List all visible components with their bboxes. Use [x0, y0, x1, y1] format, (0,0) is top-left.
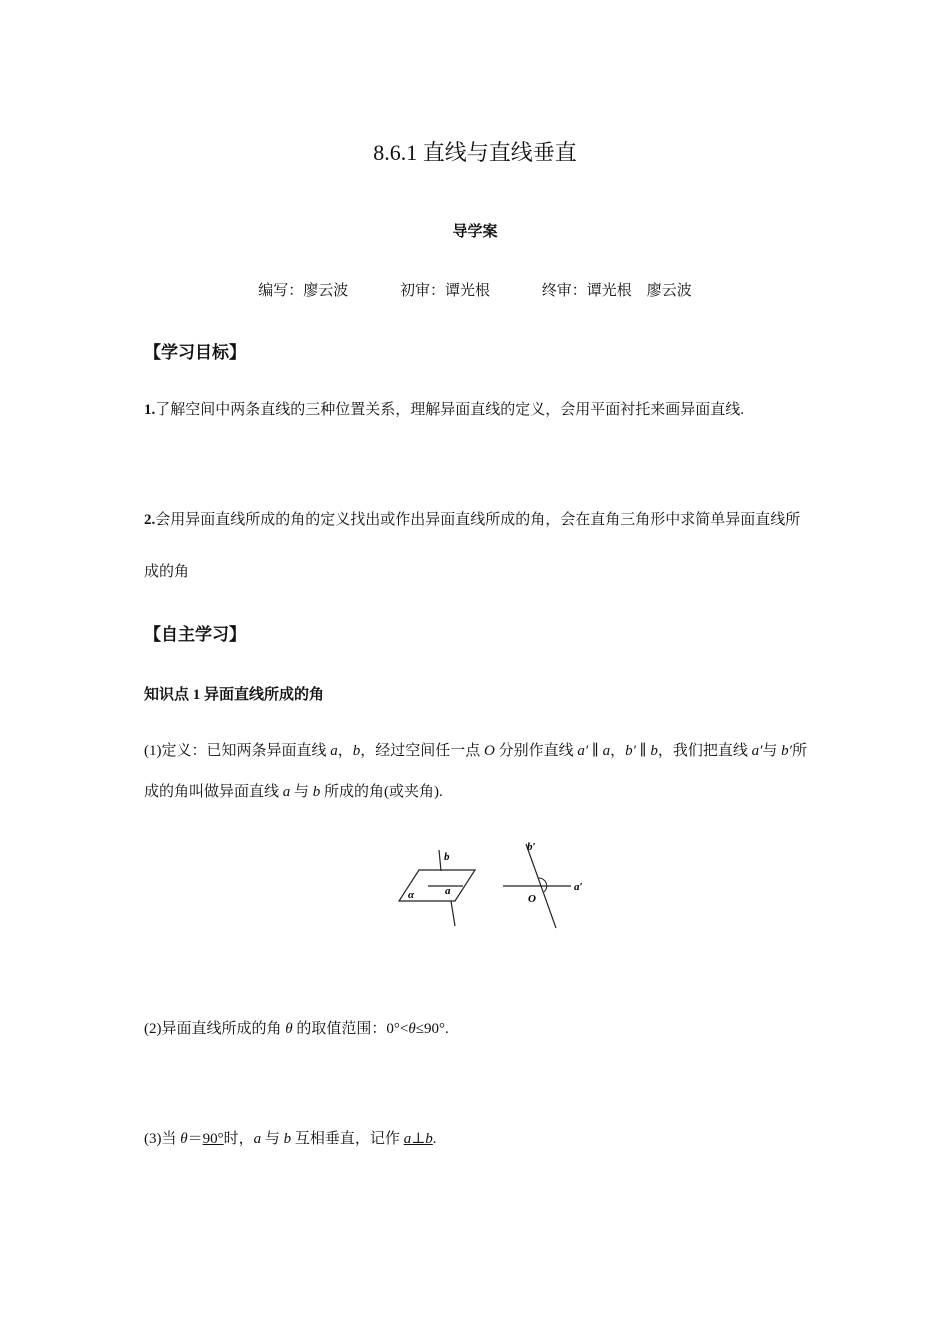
page-title: 8.6.1 直线与直线垂直	[373, 140, 577, 165]
goal-1-number: 1.	[144, 402, 156, 418]
self-study-heading: 【自主学习】	[144, 625, 246, 644]
knowledge-point-1: 知识点 1 异面直线所成的角	[144, 687, 325, 703]
writer: 编写：廖云波	[258, 283, 349, 299]
goal-2-text: 会用异面直线所成的角的定义找出或作出异面直线所成的角，会在直角三角形中求简单异面直线所成的角	[144, 512, 801, 580]
line-b-upper	[439, 850, 441, 871]
goal-1-text: 了解空间中两条直线的三种位置关系，理解异面直线的定义，会用平面衬托来画异面直线.	[155, 402, 745, 418]
definition-paragraph: (1)定义：已知两条异面直线 a，b，经过空间任一点 O 分别作直线 a′ ∥ a，b′ ∥ b，我们把直线 a′与 b′所成的角叫做异面直线 a 与 b 所成的角(或夹角).	[144, 743, 807, 800]
label-b-prime: b′	[527, 841, 536, 853]
label-a: a	[445, 885, 451, 897]
answer-90: 90°	[202, 1131, 224, 1147]
goal-1	[144, 384, 809, 436]
line-b-lower	[451, 901, 455, 926]
skew-lines-figure	[395, 838, 595, 933]
perpendicular-paragraph: (3)当 θ＝90°时，a 与 b 互相垂直，记作 a⊥b.	[144, 1131, 437, 1147]
first-review: 初审：谭光根	[399, 283, 490, 299]
label-O: O	[528, 893, 536, 905]
label-a-prime: a′	[574, 881, 583, 893]
goal-2-number: 2.	[144, 512, 156, 528]
authors-line	[0, 279, 950, 300]
goal-2	[144, 494, 809, 598]
range-paragraph: (2)异面直线所成的角 θ 的取值范围：0°<θ≤90°.	[144, 1021, 449, 1037]
goals-heading: 【学习目标】	[144, 343, 246, 362]
final-review: 终审：谭光根 廖云波	[541, 283, 692, 299]
label-b: b	[444, 851, 450, 863]
label-alpha: α	[408, 889, 415, 901]
answer-notation: a⊥b	[403, 1131, 433, 1147]
page-subtitle: 导学案	[452, 224, 498, 240]
